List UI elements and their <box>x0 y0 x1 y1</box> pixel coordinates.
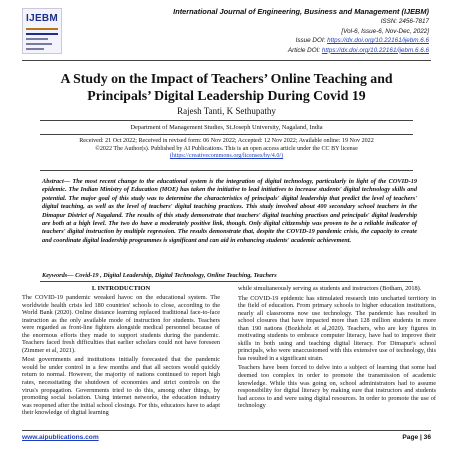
keywords-label: Keywords— <box>42 272 74 279</box>
keywords <box>42 272 417 280</box>
authors-rule <box>40 120 413 121</box>
abstract-text: The most recent change to the educational system is the integration of digital technology, particularly in light of the COVID-19 epidemic. The Indian Ministry of Education (MOE) has taken the initiative to lead initiatives to increase students' digital technology skills and potential. The major goal of this study was to determine the characteristics of principals' digital leadership that predict the level of teachers' digital teaching, as well as the level of teachers' digital teaching practices. This study involved about 400 secondary school teachers in the Dimapur District of Nagaland. The results of this study demonstrate that teachers' digital teaching practises and principals' digital leadership are both at a high level. The two do have a moderately positive link, though. Only digital citizenship was proven to be a reliable indicator of teachers' digital instruction by multiple regression. The results demonstrate that, despite the COVID-19 pandemic crisis, the capacity to create and coordinate digital leadership programmes is significant and can aid in enhancing students' academic achievement. <box>42 178 417 244</box>
abstract <box>42 178 417 245</box>
article-history <box>40 138 413 161</box>
journal-issn: ISSN: 2456-7817 <box>380 18 429 25</box>
body-column-right <box>238 285 436 412</box>
article-title: A Study on the Impact of Teachers’ Online Teaching and Principals’ Digital Leadership During Covid 19 <box>60 71 393 103</box>
intro-paragraph-4: The COVID-19 epidemic has stimulated research into uncharted territory in the field of education. From primary schools to higher education institutions, nearly all classrooms now use technology. The pandemic has resulted in school closures that have impacted more than 128 million students in more than 190 nations (Bozkholz et al,2020). Teachers, who are key figures in motivating students to embrace computer literacy, have had to improve their skills in both using and teaching digital literacy. For Dimapur's school principals, who were unaccustomed with this extensive use of technology, this has resulted in a significant strain. <box>238 294 436 362</box>
page-number: Page | 36 <box>402 434 431 441</box>
header-rule <box>22 60 431 61</box>
affiliation-rule <box>40 134 413 135</box>
copyright-notice: ©2022 The Author(s). Published by AI Publications. This is an open access article under the CC BY license <box>95 145 358 152</box>
issue-doi-line <box>173 36 429 46</box>
intro-paragraph-5: Teachers have been forced to delve into a subject of learning that some had deemed too complex in order to promote the transmission of academic knowledge. While this was going on, school administrators had to assume responsibility for digital literacy by making sure that instructors and students had access to and were using digital resources. In order to promote the use of technology <box>238 364 436 410</box>
keywords-rule <box>40 281 413 282</box>
journal-logo-text: IJEBM <box>26 13 59 24</box>
journal-logo <box>22 8 62 54</box>
issue-doi-link[interactable]: https://dx.doi.org/10.22161/ijebm.6.6 <box>327 37 429 45</box>
author-affiliation: Department of Management Studies, St.Joseph University, Nagaland, India <box>130 124 323 131</box>
intro-paragraph-1: The COVID-19 pandemic wreaked havoc on the educational system. The worldwide health crisis led 180 countries' schools to close, according to the World Bank (2020). Online distance learning replaced traditional face-to-face instruction as the only available mode of instruction for students. Teachers were regarded as front-line fighters alongside medical personnel because of the enormous efforts they made to support students during the pandemic. Teachers faced fresh difficulties that earlier scholars could not have foreseen (Zimmer et al, 2021). <box>22 294 220 354</box>
intro-paragraph-3: while simultaneously serving as students and instructors (Botham, 2018). <box>238 285 422 292</box>
journal-name: International Journal of Engineering, Business and Management (IJEBM) <box>173 7 429 16</box>
article-doi-link[interactable]: https://dx.doi.org/10.22161/ijebm.6.6.6 <box>321 46 429 54</box>
section-heading-introduction: I. INTRODUCTION <box>91 285 151 292</box>
body-column-left <box>22 285 220 419</box>
footer-rule <box>22 430 431 431</box>
journal-header <box>173 6 429 55</box>
article-doi-line <box>173 46 429 56</box>
article-doi-label: Article DOI: <box>287 46 321 54</box>
intro-paragraph-2: Most governments and institutions initially forecasted that the pandemic would be under control in a few months and that all sectors would quickly return to normal. However, the majority of nations continued to report high rates, necessitating the shutdown of economies and strict controls on the virus's propagation. Governments tried to do this, among other things, by promoting social isolation. Using internet networks, the education industry was reopened after the initial school closings. For this, educators have to adapt their knowledge of digital learning <box>22 356 220 417</box>
page-footer <box>22 432 431 444</box>
history-rule <box>40 170 413 171</box>
received-dates: Received: 21 Oct 2022; Received in revised form: 06 Nov 2022; Accepted: 12 Nov 2022; Available online: 19 Nov 2022 <box>79 138 374 144</box>
journal-volume: [Vol-6, Issue-6, Nov-Dec, 2022] <box>341 27 429 35</box>
issue-doi-label: Issue DOI: <box>295 37 326 45</box>
keywords-text: Covid-19 , Digital Leadership, Digital Technology, Online Teaching, Teachers <box>73 272 277 279</box>
article-authors: Rajesh Tanti, K Sethupathy <box>177 106 276 116</box>
license-link[interactable]: (https://creativecommons.org/licenses/by/4.0/) <box>169 153 284 160</box>
abstract-label: Abstract— <box>42 178 70 185</box>
publisher-site-link[interactable]: www.aipublications.com <box>22 434 99 441</box>
